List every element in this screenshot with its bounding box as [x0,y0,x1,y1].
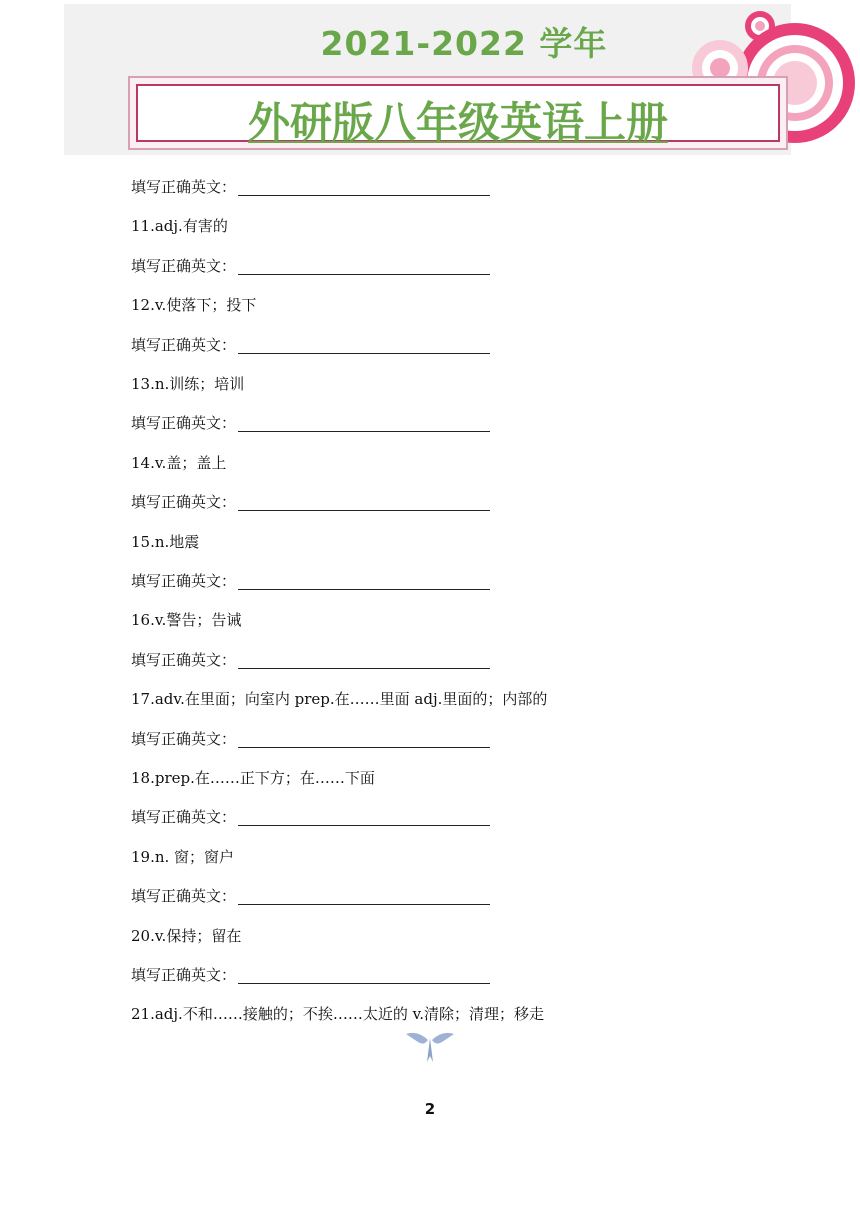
answer-blank[interactable] [238,575,490,590]
answer-blank[interactable] [238,654,490,669]
answer-blank[interactable] [238,890,490,905]
answer-label: 填写正确英文： [131,178,237,196]
vocab-item: 16.v.警告；告诫 [131,611,242,629]
answer-label: 填写正确英文： [131,887,237,905]
answer-blank[interactable] [238,811,490,826]
answer-line [131,887,490,905]
answer-line [131,178,490,196]
answer-line [131,808,490,826]
answer-blank[interactable] [238,260,490,275]
answer-line [131,336,490,354]
answer-label: 填写正确英文： [131,808,237,826]
decorative-swallow-icon [404,1028,456,1064]
answer-blank[interactable] [238,339,490,354]
vocab-item: 12.v.使落下；投下 [131,296,257,314]
vocab-item: 15.n.地震 [131,533,200,551]
title-inner-frame [136,84,780,147]
page-title: 外研版八年级英语上册 [247,98,668,147]
answer-label: 填写正确英文： [131,651,237,669]
answer-label: 填写正确英文： [131,336,237,354]
answer-blank[interactable] [238,417,490,432]
header-year: 2021-2022 学年 [320,24,608,63]
answer-label: 填写正确英文： [131,730,237,748]
answer-line [131,730,490,748]
header-banner [64,4,791,155]
answer-label: 填写正确英文： [131,966,237,984]
answer-label: 填写正确英文： [131,572,237,590]
answer-label: 填写正确英文： [131,414,237,432]
answer-blank[interactable] [238,733,490,748]
answer-line [131,966,490,984]
answer-line [131,493,490,511]
page-number: 2 [424,1100,436,1118]
answer-blank[interactable] [238,181,490,196]
vocab-item: 14.v.盖；盖上 [131,454,227,472]
answer-label: 填写正确英文： [131,493,237,511]
answer-blank[interactable] [238,969,490,984]
vocab-item: 13.n.训练；培训 [131,375,245,393]
vocab-item: 11.adj.有害的 [131,217,228,235]
vocab-item: 19.n. 窗；窗户 [131,848,235,866]
answer-line [131,572,490,590]
vocab-item: 17.adv.在里面；向室内 prep.在……里面 adj.里面的；内部的 [131,690,548,708]
answer-line [131,414,490,432]
answer-blank[interactable] [238,496,490,511]
title-frame [128,76,788,150]
answer-line [131,651,490,669]
answer-line [131,257,490,275]
answer-label: 填写正确英文： [131,257,237,275]
vocab-item: 21.adj.不和……接触的；不挨……太近的 v.清除；清理；移走 [131,1005,545,1023]
vocab-item: 18.prep.在……正下方；在……下面 [131,769,375,787]
vocab-item: 20.v.保持；留在 [131,927,242,945]
